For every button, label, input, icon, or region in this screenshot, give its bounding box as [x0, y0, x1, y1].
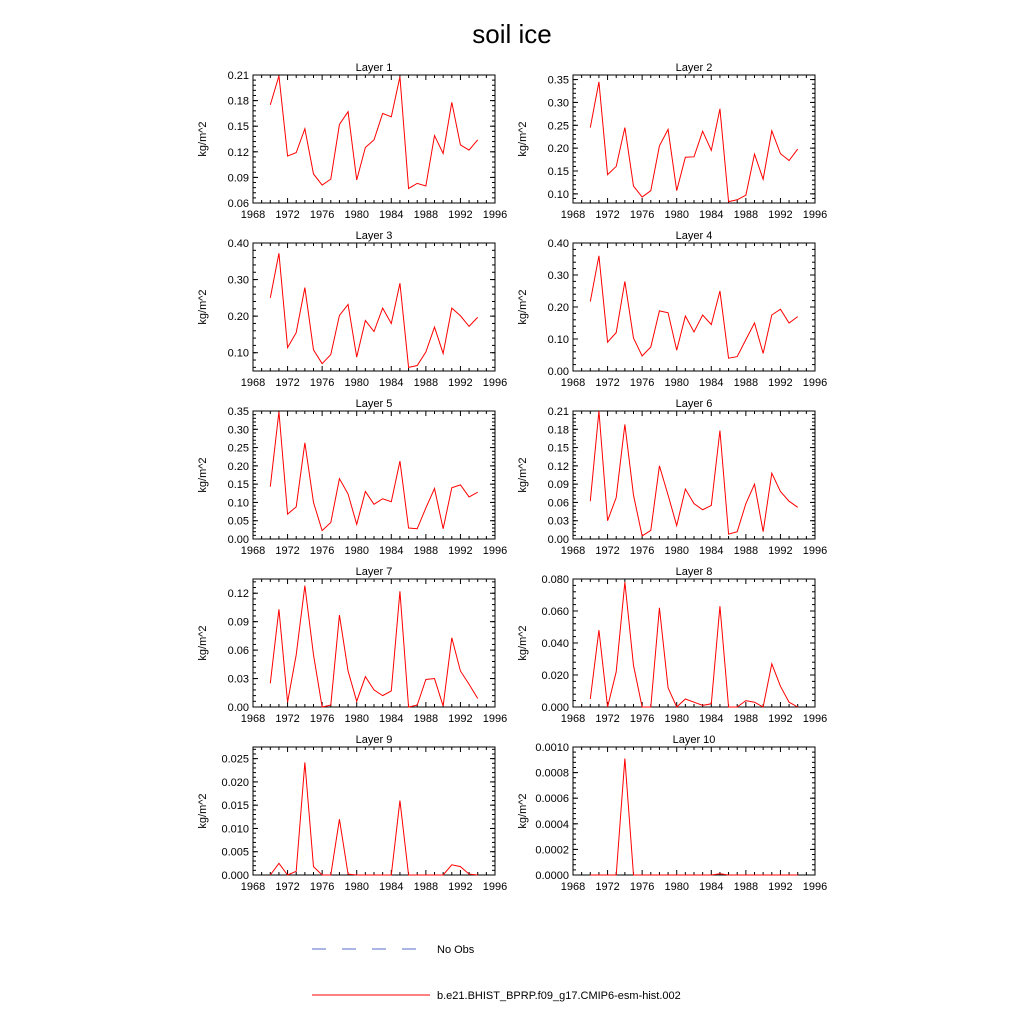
y-tick-label: 0.15 [547, 442, 569, 455]
y-tick-label: 0.0004 [535, 818, 569, 831]
y-tick-label: 0.30 [227, 424, 249, 437]
x-tick-label: 1968 [240, 545, 266, 557]
y-tick-label: 0.000 [221, 870, 249, 882]
x-tick-label: 1984 [699, 545, 724, 557]
y-tick-label: 0.000 [541, 702, 569, 714]
x-tick-label: 1984 [699, 377, 724, 389]
y-tick-label: 0.005 [221, 846, 249, 859]
y-tick-label: 0.20 [547, 143, 569, 156]
x-tick-label: 1996 [482, 881, 508, 893]
x-tick-label: 1980 [344, 377, 369, 389]
y-tick-label: 0.25 [227, 442, 249, 455]
x-tick-label: 1980 [664, 881, 689, 893]
y-tick-label: 0.09 [227, 616, 249, 629]
y-tick-label: 0.03 [547, 515, 569, 528]
x-tick-label: 1988 [413, 377, 439, 389]
y-tick-label: 0.12 [227, 588, 249, 601]
y-tick-label: 0.10 [547, 334, 569, 346]
panel-title: Layer 6 [675, 398, 713, 410]
x-tick-label: 1996 [482, 545, 508, 557]
y-tick-label: 0.10 [227, 497, 249, 510]
x-tick-label: 1992 [448, 713, 473, 725]
x-tick-label: 1972 [595, 881, 620, 893]
x-tick-label: 1988 [733, 377, 759, 389]
x-tick-label: 1980 [664, 545, 689, 557]
y-tick-label: 0.25 [547, 120, 569, 133]
x-tick-label: 1976 [629, 545, 655, 557]
y-axis-label: kg/m^2 [197, 793, 209, 829]
y-tick-label: 0.30 [547, 97, 569, 110]
x-tick-label: 1992 [768, 545, 793, 557]
y-tick-label: 0.18 [227, 95, 249, 108]
y-axis-label: kg/m^2 [197, 625, 209, 661]
x-tick-label: 1976 [629, 713, 655, 725]
y-tick-label: 0.20 [227, 311, 249, 324]
y-tick-label: 0.05 [227, 515, 249, 528]
x-tick-label: 1976 [309, 881, 335, 893]
x-tick-label: 1984 [699, 881, 724, 893]
x-tick-label: 1992 [768, 377, 793, 389]
panel-title: Layer 9 [355, 734, 393, 746]
y-axis-label: kg/m^2 [517, 457, 529, 493]
x-tick-label: 1968 [240, 209, 266, 221]
panel-title: Layer 10 [672, 734, 716, 746]
y-tick-label: 0.020 [221, 776, 249, 789]
x-tick-label: 1984 [379, 209, 404, 221]
y-tick-label: 0.03 [227, 673, 249, 686]
y-tick-label: 0.06 [227, 645, 249, 658]
y-axis-label: kg/m^2 [517, 625, 529, 661]
x-tick-label: 1972 [275, 545, 300, 557]
x-tick-label: 1984 [699, 209, 724, 221]
x-tick-label: 1968 [560, 377, 586, 389]
x-tick-label: 1968 [240, 377, 266, 389]
x-tick-label: 1976 [309, 377, 335, 389]
y-tick-label: 0.40 [547, 238, 569, 250]
x-tick-label: 1988 [413, 209, 439, 221]
x-tick-label: 1980 [344, 209, 369, 221]
x-tick-label: 1972 [595, 377, 620, 389]
x-tick-label: 1968 [240, 713, 266, 725]
y-tick-label: 0.0006 [535, 793, 569, 806]
y-tick-label: 0.060 [541, 606, 569, 618]
x-tick-label: 1972 [275, 209, 300, 221]
x-tick-label: 1976 [629, 209, 655, 221]
x-tick-label: 1980 [344, 713, 369, 725]
y-axis-label: kg/m^2 [197, 289, 209, 325]
y-tick-label: 0.0002 [535, 844, 569, 857]
panel-title: Layer 1 [355, 62, 393, 74]
y-axis-label: kg/m^2 [517, 289, 529, 325]
y-tick-label: 0.080 [541, 574, 569, 586]
legend-label-model: b.e21.BHIST_BPRP.f09_g17.CMIP6-esm-hist.002 [437, 990, 681, 1002]
x-tick-label: 1972 [275, 713, 300, 725]
x-tick-label: 1988 [413, 545, 439, 557]
x-tick-label: 1980 [664, 377, 689, 389]
x-tick-label: 1976 [309, 209, 335, 221]
x-tick-label: 1992 [768, 881, 793, 893]
x-tick-label: 1996 [482, 209, 508, 221]
y-tick-label: 0.30 [227, 274, 249, 287]
panel-title: Layer 8 [675, 566, 713, 578]
x-tick-label: 1992 [448, 545, 473, 557]
x-tick-label: 1992 [448, 209, 473, 221]
y-tick-label: 0.015 [221, 800, 249, 813]
panel-title: Layer 5 [355, 398, 393, 410]
x-tick-label: 1976 [629, 377, 655, 389]
y-tick-label: 0.00 [547, 534, 569, 546]
y-tick-label: 0.0010 [535, 742, 569, 754]
x-tick-label: 1988 [413, 713, 439, 725]
y-tick-label: 0.21 [547, 406, 569, 418]
x-tick-label: 1984 [379, 881, 404, 893]
y-tick-label: 0.09 [227, 172, 249, 185]
panel-title: Layer 3 [355, 230, 393, 242]
x-tick-label: 1996 [802, 881, 828, 893]
x-tick-label: 1980 [664, 713, 689, 725]
y-tick-label: 0.15 [227, 479, 249, 492]
y-tick-label: 0.025 [221, 753, 249, 766]
x-tick-label: 1980 [664, 209, 689, 221]
x-tick-label: 1984 [699, 713, 724, 725]
x-tick-label: 1996 [802, 713, 828, 725]
x-tick-label: 1988 [733, 545, 759, 557]
y-tick-label: 0.10 [547, 188, 569, 201]
y-tick-label: 0.20 [227, 460, 249, 473]
x-tick-label: 1972 [275, 881, 300, 893]
x-tick-label: 1996 [802, 545, 828, 557]
x-tick-label: 1980 [344, 545, 369, 557]
x-tick-label: 1988 [733, 209, 759, 221]
x-tick-label: 1972 [595, 209, 620, 221]
x-tick-label: 1968 [560, 881, 586, 893]
y-tick-label: 0.30 [547, 270, 569, 282]
x-tick-label: 1972 [595, 545, 620, 557]
y-tick-label: 0.020 [541, 670, 569, 682]
y-tick-label: 0.010 [221, 823, 249, 836]
x-tick-label: 1968 [240, 881, 266, 893]
x-tick-label: 1980 [344, 881, 369, 893]
y-tick-label: 0.15 [547, 166, 569, 178]
x-tick-label: 1972 [595, 713, 620, 725]
y-tick-label: 0.0008 [535, 767, 569, 780]
y-tick-label: 0.06 [227, 198, 249, 210]
x-tick-label: 1992 [448, 377, 473, 389]
x-tick-label: 1992 [448, 881, 473, 893]
x-tick-label: 1992 [768, 209, 793, 221]
y-tick-label: 0.18 [547, 424, 569, 437]
y-tick-label: 0.0000 [535, 870, 569, 882]
legend-label-no-obs: No Obs [437, 944, 475, 956]
y-tick-label: 0.09 [547, 479, 569, 492]
y-tick-label: 0.10 [227, 347, 249, 360]
x-tick-label: 1972 [275, 377, 300, 389]
figure-title: soil ice [472, 19, 552, 49]
x-tick-label: 1968 [560, 545, 586, 557]
y-tick-label: 0.00 [227, 534, 249, 546]
panel-title: Layer 4 [675, 230, 713, 242]
y-tick-label: 0.35 [227, 406, 249, 418]
y-axis-label: kg/m^2 [517, 793, 529, 829]
y-tick-label: 0.21 [227, 70, 249, 82]
x-tick-label: 1992 [768, 713, 793, 725]
x-tick-label: 1968 [560, 209, 586, 221]
y-tick-label: 0.00 [227, 702, 249, 714]
y-axis-label: kg/m^2 [197, 121, 209, 157]
y-tick-label: 0.15 [227, 121, 249, 134]
x-tick-label: 1984 [379, 545, 404, 557]
y-tick-label: 0.35 [547, 74, 569, 87]
y-axis-label: kg/m^2 [517, 121, 529, 157]
panel-title: Layer 7 [355, 566, 393, 578]
y-tick-label: 0.00 [547, 366, 569, 378]
x-tick-label: 1988 [413, 881, 439, 893]
x-tick-label: 1976 [309, 545, 335, 557]
x-tick-label: 1996 [482, 377, 508, 389]
y-tick-label: 0.12 [227, 146, 249, 159]
x-tick-label: 1984 [379, 377, 404, 389]
x-tick-label: 1976 [629, 881, 655, 893]
x-tick-label: 1996 [802, 209, 828, 221]
y-tick-label: 0.40 [227, 238, 249, 250]
y-tick-label: 0.06 [547, 497, 569, 510]
x-tick-label: 1976 [309, 713, 335, 725]
panel-title: Layer 2 [675, 62, 713, 74]
x-tick-label: 1988 [733, 713, 759, 725]
y-tick-label: 0.20 [547, 302, 569, 314]
x-tick-label: 1988 [733, 881, 759, 893]
y-axis-label: kg/m^2 [197, 457, 209, 493]
x-tick-label: 1996 [482, 713, 508, 725]
y-tick-label: 0.040 [541, 638, 569, 650]
x-tick-label: 1996 [802, 377, 828, 389]
y-tick-label: 0.12 [547, 460, 569, 473]
x-tick-label: 1984 [379, 713, 404, 725]
x-tick-label: 1968 [560, 713, 586, 725]
